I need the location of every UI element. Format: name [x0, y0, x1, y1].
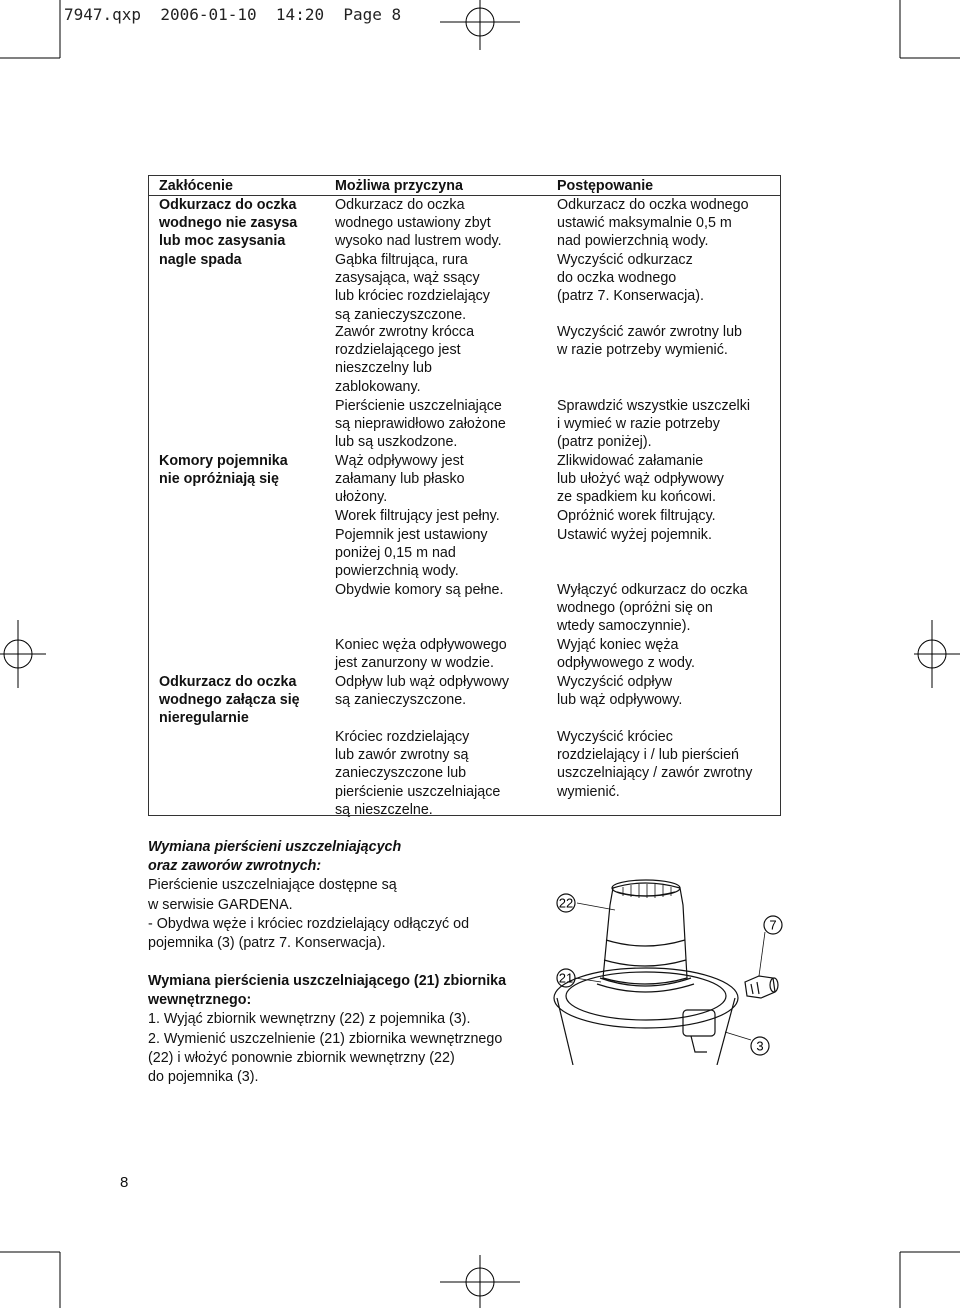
cause-cell: Odpływ lub wąż odpływowy są zanieczyszczone. — [335, 674, 510, 709]
action-cell: Wyczyścić odpływ lub wąż odpływowy. — [557, 674, 683, 709]
callout-7: 7 — [769, 917, 777, 933]
cause-cell: Obydwie komory są pełne. — [335, 582, 504, 598]
troubleshooting-table — [148, 175, 781, 816]
container-illustration — [545, 870, 795, 1065]
page-number: 8 — [120, 1174, 129, 1191]
cause-cell: Pojemnik jest ustawiony poniżej 0,15 m nad powierzchnią wody. — [335, 527, 488, 580]
header-problem: Zakłócenie — [159, 178, 233, 194]
action-cell: Odkurzacz do oczka wodnego ustawić maksymalnie 0,5 m nad powierzchnią wody. — [557, 197, 749, 250]
cause-cell: Wąż odpływowy jest załamany lub płasko ułożony. — [335, 453, 465, 506]
cause-cell: Pierścienie uszczelniające są nieprawidłowo założone lub są uszkodzone. — [335, 398, 506, 451]
problem-cell: Odkurzacz do oczka wodnego załącza się nieregularnie — [159, 674, 300, 727]
action-cell: Ustawić wyżej pojemnik. — [557, 527, 712, 543]
action-cell: Wyczyścić króciec rozdzielający i / lub pierścień uszczelniający / zawór zwrotny wymienić. — [557, 729, 753, 800]
cause-cell: Zawór zwrotny krócca rozdzielającego jest nieszczelny lub zablokowany. — [335, 324, 475, 395]
callout-3: 3 — [756, 1038, 764, 1054]
cause-cell: Gąbka filtrująca, rura zasysająca, wąż ssący lub króciec rozdzielający są zanieczyszczone. — [335, 252, 490, 323]
inner-tank-seal-section — [148, 972, 548, 1087]
header-cause: Możliwa przyczyna — [335, 178, 463, 194]
action-cell: Wyczyścić zawór zwrotny lub w razie potrzeby wymienić. — [557, 324, 742, 359]
callout-22: 22 — [558, 895, 574, 911]
section-title: Wymiana pierścieni uszczelniających oraz zaworów zwrotnych: — [148, 839, 402, 875]
callout-21: 21 — [558, 970, 574, 986]
section-body: 1. Wyjąć zbiornik wewnętrzny (22) z pojemnika (3). 2. Wymienić uszczelnienie (21) zbiornika wewnętrznego (22) i włożyć ponownie zbiornik wewnętrzny (22) do pojemnika (3). — [148, 1011, 503, 1086]
problem-cell: Odkurzacz do oczka wodnego nie zasysa lub moc zasysania nagle spada — [159, 197, 298, 268]
cause-cell: Odkurzacz do oczka wodnego ustawiony zbyt wysoko nad lustrem wody. — [335, 197, 502, 250]
action-cell: Opróżnić worek filtrujący. — [557, 508, 716, 524]
action-cell: Wyłączyć odkurzacz do oczka wodnego (opróżni się on wtedy samoczynnie). — [557, 582, 748, 635]
action-cell: Sprawdzić wszystkie uszczelki i wymieć w razie potrzeby (patrz poniżej). — [557, 398, 751, 451]
action-cell: Zlikwidować załamanie lub ułożyć wąż odpływowy ze spadkiem ku końcowi. — [557, 453, 724, 506]
section-body: Pierścienie uszczelniające dostępne są w serwisie GARDENA. - Obydwa węże i króciec rozdzielający odłączyć od pojemnika (3) (patrz 7. Konserwacja). — [148, 877, 470, 952]
action-cell: Wyczyścić odkurzacz do oczka wodnego (patrz 7. Konserwacja). — [557, 252, 704, 305]
cause-cell: Koniec węża odpływowego jest zanurzony w wodzie. — [335, 637, 507, 672]
header-action: Postępowanie — [557, 178, 654, 194]
cause-cell: Króciec rozdzielający lub zawór zwrotny są zanieczyszczone lub pierścienie uszczelniające są nieszczelne. — [335, 729, 501, 818]
problem-cell: Komory pojemnika nie opróżniają się — [159, 453, 288, 488]
print-slug: 7947.qxp 2006-01-10 14:20 Page 8 — [64, 5, 402, 24]
section-title: Wymiana pierścienia uszczelniającego (21) zbiornika wewnętrznego: — [148, 973, 507, 1009]
seal-replacement-section — [148, 838, 548, 953]
action-cell: Wyjąć koniec węża odpływowego z wody. — [557, 637, 696, 672]
table-header-row — [149, 176, 780, 196]
cause-cell: Worek filtrujący jest pełny. — [335, 508, 500, 524]
